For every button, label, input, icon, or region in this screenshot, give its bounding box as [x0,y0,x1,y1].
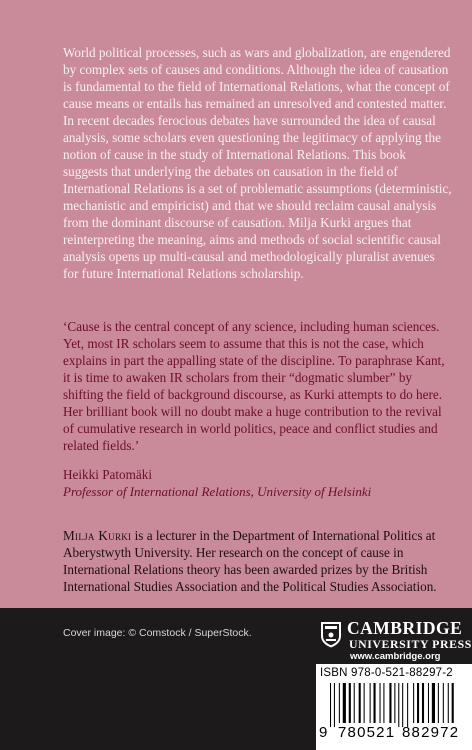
barcode-bar [428,683,429,723]
barcode-digits-left: 780521 [338,724,396,741]
author-name: Milja Kurki [63,528,132,543]
barcode-bar [407,683,408,727]
barcode-bar [389,683,391,723]
isbn-label: ISBN 978-0-521-88297-2 [320,667,453,679]
barcode-bar [452,683,454,723]
cover-image-credit: Cover image: © Comstock / SuperStock. [63,627,252,639]
endorsement-quote: ‘Cause is the central concept of any science, including human sciences. Yet, most IR scholars seem to assume that this is not the case, which explains in part the appalling state of the discipline. To paraphrase Kant, it is time to awaken IR scholars from their “dogmatic slumber” by shifting the field of background discourse, as Kurki attempts to do here. Her brilliant book will no doubt make a huge contribution to the revival of cumulative research in world politics, peace and conflict studies and related fields.’ [63,319,445,453]
author-bio [63,527,455,595]
endorsement-author: Heikki Patomäki [63,467,153,482]
barcode-digits-right: 882972 [402,724,460,741]
barcode-bar [402,683,403,727]
barcode-bar [374,683,376,723]
publisher-name: CAMBRIDGE [347,618,463,638]
barcode [330,683,460,727]
barcode-bar [432,683,435,723]
university-crest-icon [320,621,342,648]
barcode-bar [398,683,399,727]
barcode-bar [343,683,346,723]
barcode-bar [448,683,449,723]
barcode-bar [334,683,335,727]
barcode-bar [438,683,439,723]
publisher-subtitle: UNIVERSITY PRESS [349,637,472,651]
publisher-url: www.cambridge.org [350,651,441,662]
barcode-bar [422,683,424,723]
barcode-bar [359,683,361,723]
barcode-bar [339,683,340,723]
barcode-bar [364,683,365,723]
barcode-bar [417,683,419,723]
barcode-bar [349,683,351,723]
barcode-bar [394,683,395,723]
barcode-bar [383,683,384,723]
barcode-bar [370,683,371,723]
book-blurb: World political processes, such as wars and globalization, are engendered by complex sets of causes and conditions. Although the idea of causation is fundamental to the field of International Relations, what the concept of cause means or entails has remained an unresolved and contested matter. In recent decades ferocious debates have surrounded the idea of causal analysis, some scholars even questioning the legitimacy of applying the notion of cause in the study of International Relations. This book suggests that underlying the debates on causation in the field of International Relations is a set of problematic assumptions (deterministic, mechanistic and empiricist) and that we should reclaim causal analysis from the dominant discourse of causation. Milja Kurki argues that reinterpreting the meaning, aims and methods of social scientific causal analysis opens up multi-causal and methodologically pluralist avenues for future International Relations scholarship. [63,45,452,281]
endorsement-author-title: Professor of International Relations, University of Helsinki [63,484,372,499]
barcode-bar [330,683,331,727]
barcode-digit-first: 9 [319,724,328,741]
barcode-bar [380,683,381,723]
author-bio-text: is a lecturer in the Department of International Politics at Aberystwyth University. Her research on the concept of cause in International Relations theory has been awarded prizes by the British International Studies Association and the Political Studies Association. [63,528,437,594]
barcode-bar [413,683,414,723]
barcode-bar [443,683,444,723]
barcode-bar [354,683,355,723]
